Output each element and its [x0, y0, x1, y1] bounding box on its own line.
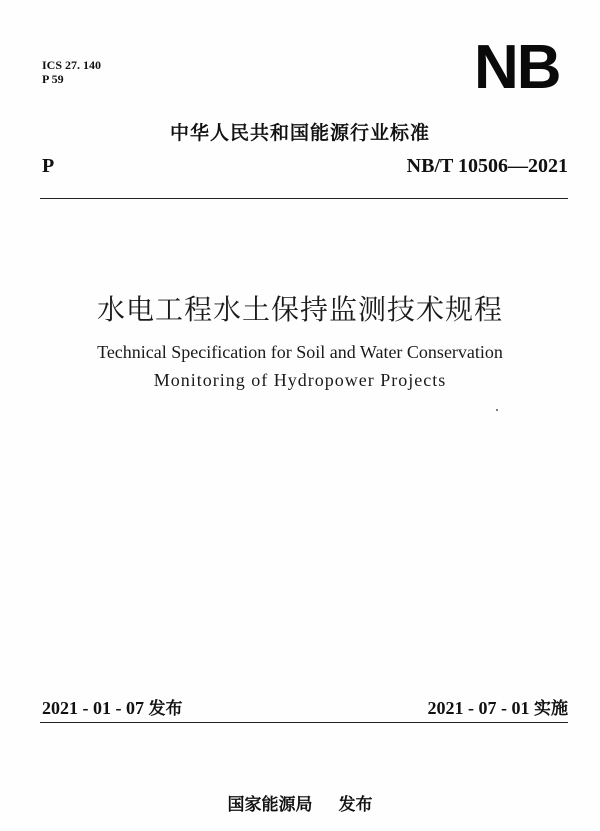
issuer-line	[0, 790, 600, 815]
standard-type-heading: 中华人民共和国能源行业标准	[169, 122, 430, 144]
implement-date: 2021 - 07 - 01	[427, 698, 530, 718]
bottom-divider	[40, 722, 568, 723]
implement-date-block	[428, 694, 569, 719]
implement-label: 实施	[534, 699, 568, 719]
nb-logo: NB	[474, 33, 560, 102]
ics-code: ICS 27. 140	[42, 58, 102, 72]
classification-codes	[42, 58, 101, 86]
issue-label: 发布	[148, 699, 183, 719]
category-code: P	[42, 155, 55, 177]
issuer-action: 发布	[338, 795, 373, 815]
scan-speck	[496, 409, 498, 411]
document-title-en-line2: Monitoring of Hydropower Projects	[153, 370, 447, 390]
document-title-en-line1: Technical Specification for Soil and Water Conservation	[97, 342, 503, 362]
issue-date: 2021 - 01 - 07	[42, 698, 144, 718]
ccs-code: P 59	[42, 72, 64, 86]
issuer-name: 国家能源局	[227, 795, 313, 815]
issue-date-block	[42, 694, 183, 719]
top-divider	[40, 198, 568, 199]
standard-number: NB/T 10506—2021	[406, 155, 568, 177]
document-title-cn: 水电工程水土保持监测技术规程	[96, 293, 503, 326]
